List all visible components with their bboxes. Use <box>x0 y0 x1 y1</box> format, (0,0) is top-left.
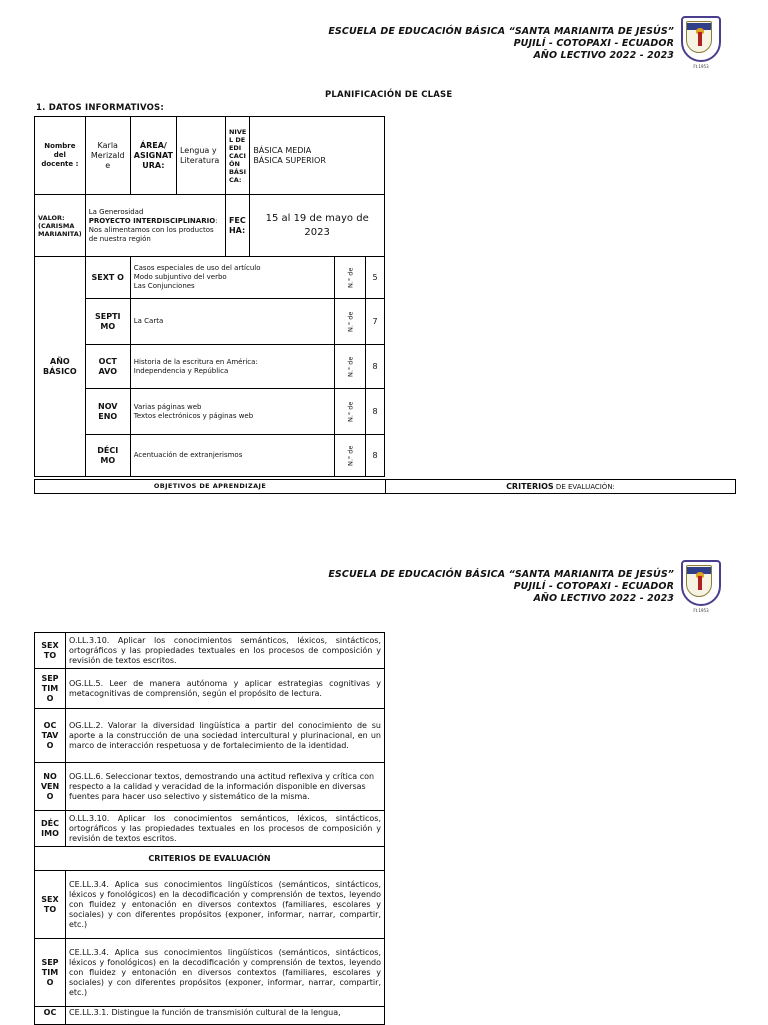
date-label: FEC HA: <box>225 195 249 257</box>
value-and-project <box>85 195 225 257</box>
grade-count-value: 8 <box>366 389 385 435</box>
objective-text: O.LL.3.10. Aplicar los conocimientos semánticos, léxicos, sintácticos, ortográficos y las propiedades textuales en los procesos de composición y revisión de textos escritos. <box>66 811 385 847</box>
grade-topic: Historia de la escritura en América: Independencia y República <box>130 345 334 389</box>
school-crest-logo: Ft.1953 <box>681 16 721 70</box>
grade-year-label: AÑO BÁSICO <box>35 257 86 477</box>
objective-grade: DÉC IMO <box>35 811 66 847</box>
info-table <box>34 116 385 477</box>
objective-grade: NO VEN O <box>35 763 66 811</box>
date-value: 15 al 19 de mayo de 2023 <box>250 195 385 257</box>
page-title: PLANIFICACIÓN DE CLASE <box>325 90 453 100</box>
grade-count-label: N.° de <box>335 257 366 299</box>
subject-label: ÁREA/ ASIGNAT URA: <box>130 117 176 195</box>
objectives-table <box>34 632 385 1025</box>
teacher-name-label: Nombre del docente : <box>35 117 86 195</box>
section-title: 1. DATOS INFORMATIVOS: <box>36 103 164 113</box>
objectives-header: OBJETIVOS DE APRENDIZAJE <box>35 480 386 494</box>
grade-count-label: N.° de <box>335 435 366 477</box>
criteria-grade: SEP TIM O <box>35 939 66 1007</box>
objective-grade: OC TAV O <box>35 709 66 763</box>
criteria-grade: OC <box>35 1007 66 1025</box>
criteria-text: CE.LL.3.4. Aplica sus conocimientos lingüísticos (semánticos, sintácticos, léxicos y fonológicos) en la decodificación y comprensión de textos, leyendo con fluidez y entonación en diversos contextos (familiares, escolares y sociales) y con diferentes propósitos (exponer, informar, narrar, compartir, etc.) <box>66 871 385 939</box>
school-year: AÑO LECTIVO 2022 - 2023 <box>533 593 674 604</box>
objective-text: OG.LL.6. Seleccionar textos, demostrando una actitud reflexiva y crítica con respecto a la calidad y veracidad de la información disponible en diversas fuentes para hacer uso selectivo y sistemático de la misma. <box>66 763 385 811</box>
grade-topic: Varias páginas web Textos electrónicos y páginas web <box>130 389 334 435</box>
grade-name: OCT AVO <box>85 345 130 389</box>
school-name: ESCUELA DE EDUCACIÓN BÁSICA “SANTA MARIANITA DE JESÚS” <box>328 26 674 37</box>
grade-topic: Acentuación de extranjerismos <box>130 435 334 477</box>
project-label: PROYECTO INTERDISCIPLINARIO <box>88 216 216 225</box>
school-location: PUJILÍ - COTOPAXI - ECUADOR <box>513 581 674 592</box>
objective-text: O.LL.3.10. Aplicar los conocimientos semánticos, léxicos, sintácticos, ortográficos y las propiedades textuales en los procesos de composición y revisión de textos escritos. <box>66 633 385 669</box>
grade-topic: La Carta <box>130 299 334 345</box>
teacher-name-value: Karla Merizald e <box>85 117 130 195</box>
grade-name: DÉCI MO <box>85 435 130 477</box>
grade-count-value: 8 <box>366 345 385 389</box>
objective-text: OG.LL.2. Valorar la diversidad lingüística a partir del conocimiento de su aporte a la construcción de una sociedad intercultural y plurinacional, en un marco de interacción respetuosa y de fortalecimiento de la identidad. <box>66 709 385 763</box>
school-location: PUJILÍ - COTOPAXI - ECUADOR <box>513 38 674 49</box>
criteria-header: CRITERIOS DE EVALUACIÓN: <box>386 480 736 494</box>
objective-grade: SEX TO <box>35 633 66 669</box>
grade-count-label: N.° de <box>335 345 366 389</box>
level-basica-superior: BÁSICA SUPERIOR <box>253 155 326 165</box>
grade-count-value: 5 <box>366 257 385 299</box>
grade-count-label: N.° de <box>335 389 366 435</box>
level-value <box>250 117 385 195</box>
school-header <box>328 26 674 62</box>
school-name: ESCUELA DE EDUCACIÓN BÁSICA “SANTA MARIANITA DE JESÚS” <box>328 569 674 580</box>
objective-text: OG.LL.5. Leer de manera autónoma y aplicar estrategias cognitivas y metacognitivas de comprensión, según el propósito de lectura. <box>66 669 385 709</box>
objectives-criteria-header <box>34 479 736 494</box>
grade-topic: Casos especiales de uso del artículo Modo subjuntivo del verbo Las Conjunciones <box>130 257 334 299</box>
grade-count-value: 8 <box>366 435 385 477</box>
level-basica-media: BÁSICA MEDIA <box>253 145 312 155</box>
grade-count-value: 7 <box>366 299 385 345</box>
grade-name: NOV ENO <box>85 389 130 435</box>
school-header-page2 <box>328 569 674 605</box>
criteria-grade: SEX TO <box>35 871 66 939</box>
project-text: : Nos alimentamos con los productos de nuestra región <box>88 216 218 243</box>
level-label: NIVE L DE EDI CACI ÓN BÁSI CA: <box>225 117 249 195</box>
criteria-text: CE.LL.3.1. Distingue la función de transmisión cultural de la lengua, <box>66 1007 385 1025</box>
grade-count-label: N.° de <box>335 299 366 345</box>
school-crest-logo: Ft.1953 <box>681 560 721 614</box>
objective-grade: SEP TIM O <box>35 669 66 709</box>
value-label: VALOR: (CARISMA MARIANITA) <box>35 195 86 257</box>
criteria-text: CE.LL.3.4. Aplica sus conocimientos lingüísticos (semánticos, sintácticos, léxicos y fonológicos) en la decodificación y comprensión de textos, leyendo con fluidez y entonación en diversos contextos (familiares, escolares y sociales) y con diferentes propósitos (exponer, informar, narrar, compartir, etc.) <box>66 939 385 1007</box>
grade-name: SEXT O <box>85 257 130 299</box>
school-year: AÑO LECTIVO 2022 - 2023 <box>533 50 674 61</box>
value-text: La Generosidad <box>88 207 144 216</box>
criteria-title: CRITERIOS DE EVALUACIÓN <box>35 847 385 871</box>
subject-value: Lengua y Literatura <box>176 117 225 195</box>
grade-name: SEPTI MO <box>85 299 130 345</box>
